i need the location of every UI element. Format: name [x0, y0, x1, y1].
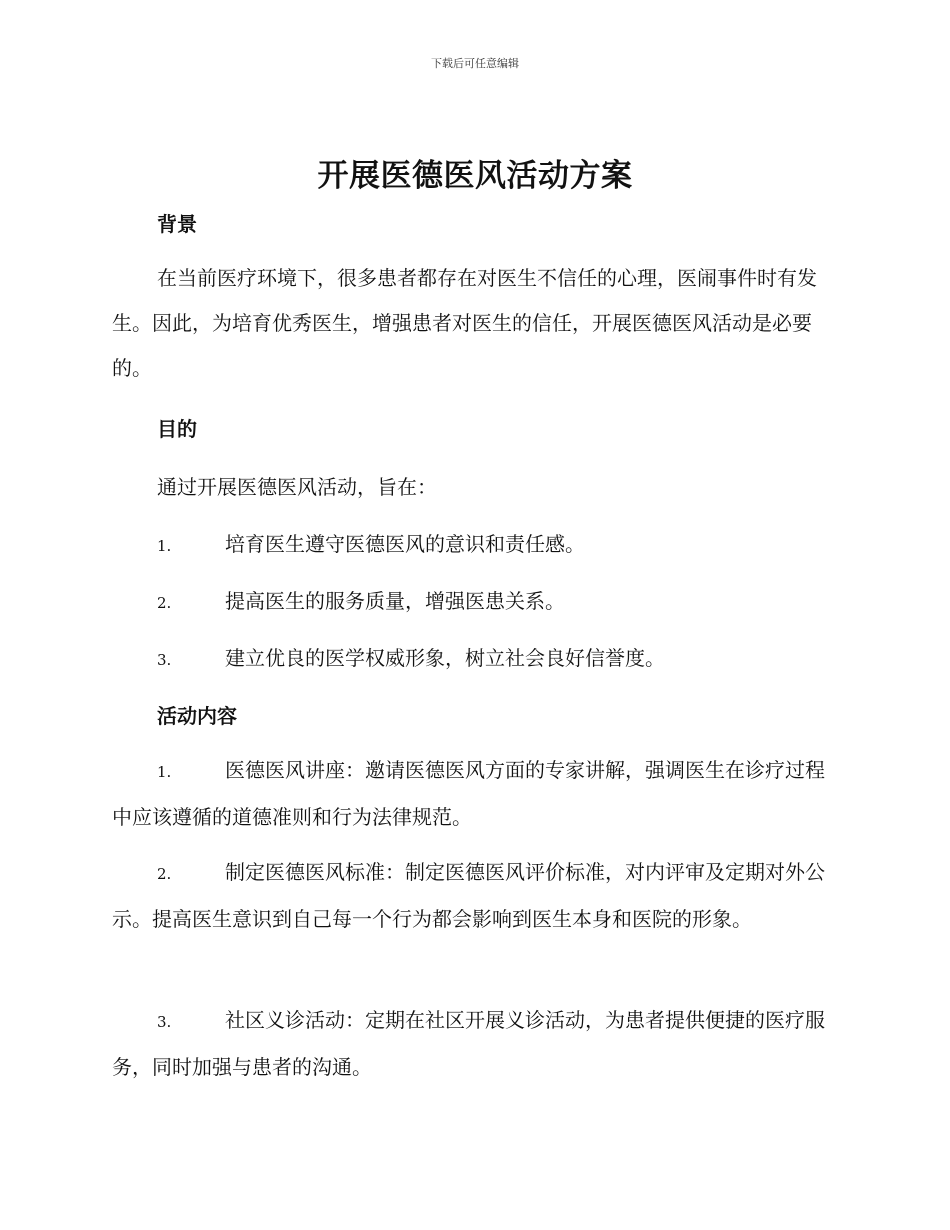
- list-number: 2.: [157, 865, 172, 883]
- section-heading-activities: 活动内容: [157, 704, 237, 728]
- header-note: 下载后可任意编辑: [431, 57, 519, 70]
- list-number: 2.: [157, 594, 172, 612]
- section-heading-background: 背景: [157, 212, 197, 236]
- activity-item: [112, 748, 834, 840]
- purpose-list-item: [157, 585, 565, 614]
- page-title: 开展医德医风活动方案: [317, 158, 633, 194]
- list-text: 建立优良的医学权威形象，树立社会良好信誉度。: [225, 646, 665, 670]
- list-text: 制定医德医风标准：制定医德医风评价标准，对内评审及定期对外公示。提高医生意识到自己每一个行为都会影响到医生本身和医院的形象。: [112, 860, 825, 931]
- list-text: 医德医风讲座：邀请医德医风方面的专家讲解，强调医生在诊疗过程中应该遵循的道德准则和行为法律规范。: [112, 758, 825, 829]
- section-heading-purpose: 目的: [157, 417, 197, 441]
- purpose-list-item: [157, 642, 665, 671]
- list-number: 3.: [157, 1013, 172, 1031]
- list-text: 提高医生的服务质量，增强医患关系。: [225, 589, 565, 613]
- list-text: 培育医生遵守医德医风的意识和责任感。: [225, 532, 585, 556]
- activity-item: [112, 850, 834, 942]
- list-number: 1.: [157, 537, 172, 555]
- background-paragraph: 在当前医疗环境下，很多患者都存在对医生不信任的心理，医闹事件时有发生。因此，为培育优秀医生，增强患者对医生的信任，开展医德医风活动是必要的。: [112, 266, 817, 380]
- purpose-list-item: [157, 528, 585, 557]
- purpose-intro: 通过开展医德医风活动，旨在：: [157, 475, 437, 499]
- list-text: 社区义诊活动：定期在社区开展义诊活动，为患者提供便捷的医疗服务，同时加强与患者的沟通。: [112, 1008, 825, 1079]
- activity-item: [112, 998, 834, 1090]
- list-number: 3.: [157, 651, 172, 669]
- list-number: 1.: [157, 763, 172, 781]
